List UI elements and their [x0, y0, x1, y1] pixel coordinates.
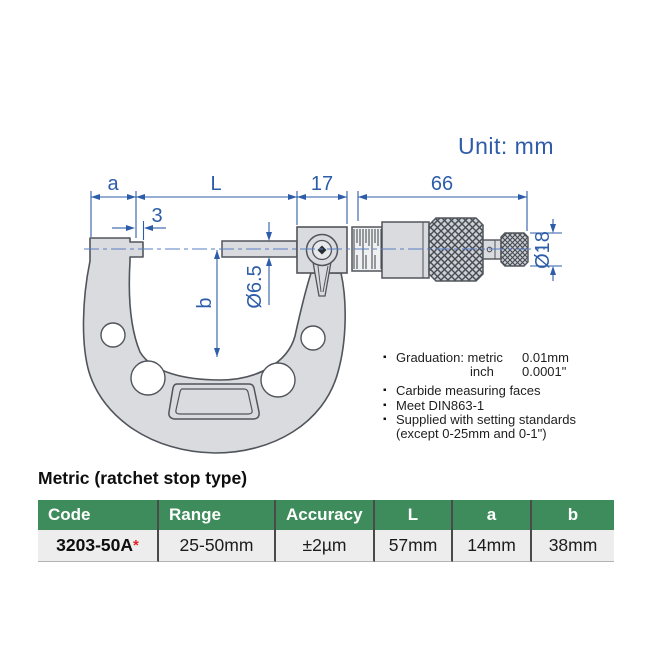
dim-3-label: 3	[151, 205, 163, 227]
col-header-accuracy: Accuracy	[276, 500, 375, 530]
spec-label: Supplied with setting standards	[396, 411, 576, 427]
spec-label: inch	[470, 364, 494, 380]
spec-table	[38, 500, 614, 562]
cell-code: 3203-50A *	[38, 530, 159, 562]
spec-label: (except 0-25mm and 0-1")	[396, 426, 547, 442]
spec-item-graduation	[383, 351, 633, 365]
spec-item-standards-note	[383, 427, 633, 441]
thimble	[382, 222, 429, 278]
frame-label-plate-inner	[176, 389, 252, 414]
col-header-b: b	[532, 500, 614, 530]
dim-d65-label: Ø6.5	[244, 265, 266, 309]
spec-list	[383, 351, 633, 441]
table-title: Metric (ratchet stop type)	[38, 468, 248, 488]
spec-item-carbide	[383, 384, 633, 398]
dim-L-label: L	[210, 173, 222, 195]
spec-item-graduation-inch	[383, 365, 633, 379]
cell-L: 57mm	[375, 530, 453, 562]
spec-item-standards	[383, 413, 633, 427]
col-header-code: Code	[38, 500, 159, 530]
code-value: 3203-50A	[56, 535, 134, 555]
spec-value: 0.01mm	[522, 350, 569, 365]
bullet-icon: ▪	[383, 413, 387, 425]
frame-hole-big-left	[131, 361, 165, 395]
spec-label: Carbide measuring faces	[396, 383, 541, 399]
cell-b: 38mm	[532, 530, 614, 562]
col-header-range: Range	[159, 500, 276, 530]
bullet-icon: ▪	[383, 399, 387, 411]
bullet-icon: ▪	[383, 352, 387, 363]
dim-66-label: 66	[430, 173, 454, 195]
spec-value: 0.0001"	[522, 364, 567, 380]
col-header-L: L	[375, 500, 453, 530]
cell-range: 25-50mm	[159, 530, 276, 562]
cell-accuracy: ±2µm	[276, 530, 375, 562]
bullet-icon: ▪	[383, 385, 387, 397]
col-header-a: a	[453, 500, 532, 530]
dim-a-label: a	[107, 173, 119, 195]
unit-label: Unit: mm	[458, 133, 554, 159]
dim-17-label: 17	[310, 173, 334, 195]
spec-label: Graduation: metric	[396, 350, 503, 365]
frame-hole-small-left	[101, 323, 125, 347]
spec-item-din	[383, 399, 633, 413]
dim-d18-label: Ø18	[532, 231, 554, 269]
frame-hole-small-right	[301, 326, 325, 350]
frame-hole-big-right	[261, 363, 295, 397]
spec-label: Meet DIN863-1	[396, 397, 485, 413]
cell-a: 14mm	[453, 530, 532, 562]
dim-b-label: b	[194, 297, 216, 309]
